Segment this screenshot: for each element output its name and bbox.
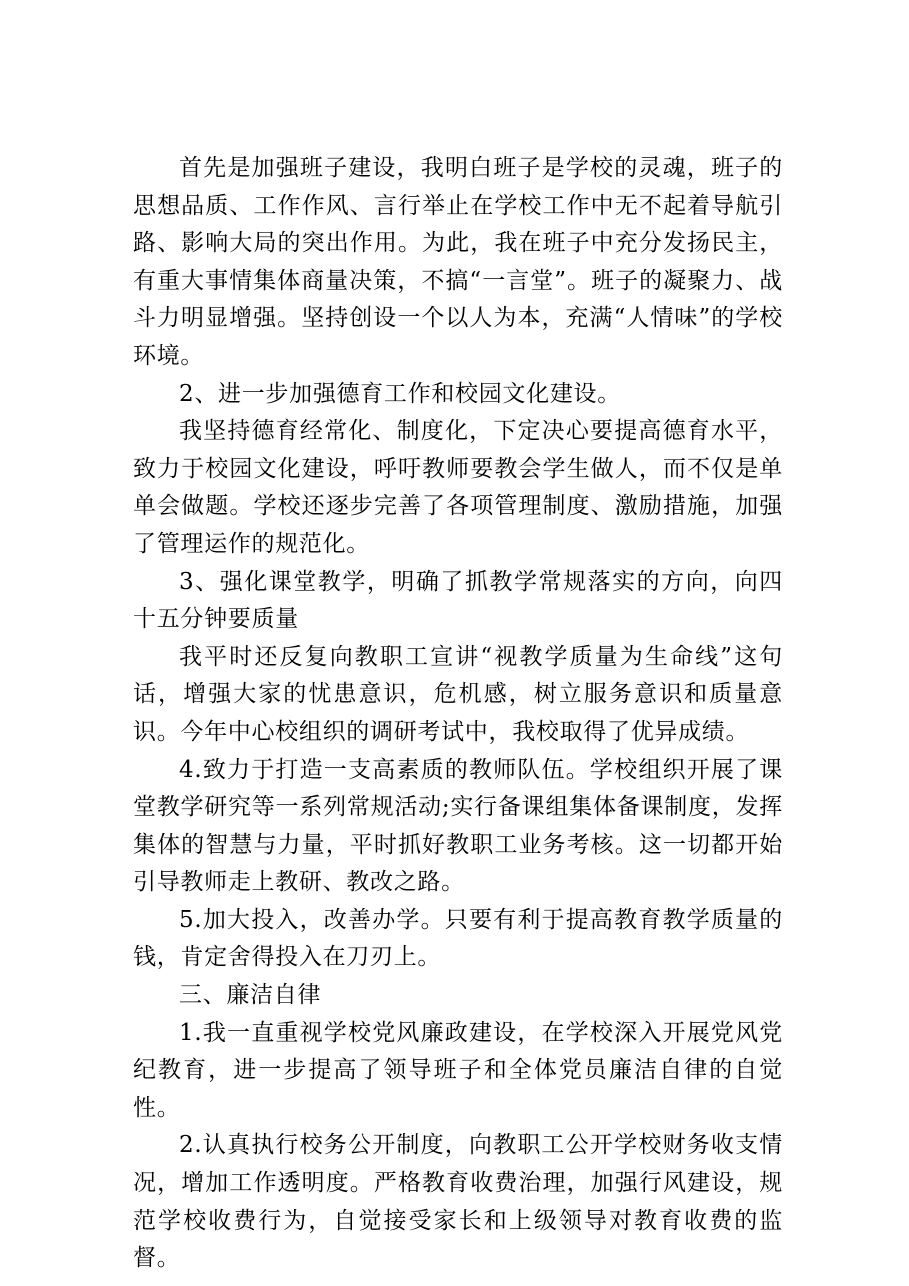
- document-body: [133, 150, 783, 1278]
- paragraph-party-conduct: 1.我一直重视学校党风廉政建设，在学校深入开展党风党纪教育，进一步提高了领导班子和全体党员廉洁自律的自觉性。: [133, 1019, 783, 1121]
- paragraph-leadership: 首先是加强班子建设，我明白班子是学校的灵魂，班子的思想品质、工作作风、言行举止在学校工作中无不起着导航引路、影响大局的突出作用。为此，我在班子中充分发扬民主，有重大事情集体商量决策，不搞“一言堂”。班子的凝聚力、战斗力明显增强。坚持创设一个以人为本，充满“人情味”的学校环境。: [133, 155, 783, 369]
- section-heading-integrity: 三、廉洁自律: [179, 982, 322, 1009]
- paragraph-transparency: 2.认真执行校务公开制度，向教职工公开学校财务收支情况，增加工作透明度。严格教育收费治理，加强行风建设，规范学校收费行为，自觉接受家长和上级领导对教育收费的监督。: [133, 1132, 783, 1272]
- paragraph-investment: 5.加大投入，改善办学。只要有利于提高教育教学质量的钱，肯定舍得投入在刀刃上。: [133, 906, 783, 971]
- paragraph-heading-moral-education: 2、进一步加强德育工作和校园文化建设。: [179, 380, 621, 407]
- paragraph-moral-education: 我坚持德育经常化、制度化，下定决心要提高德育水平，致力于校园文化建设，呼吁教师要教会学生做人，而不仅是单单会做题。学校还逐步完善了各项管理制度、激励措施，加强了管理运作的规范化。: [133, 418, 783, 557]
- paragraph-heading-classroom-teaching: 3、强化课堂教学，明确了抓教学常规落实的方向，向四十五分钟要质量: [133, 568, 783, 633]
- paragraph-teacher-team: 4.致力于打造一支高素质的教师队伍。学校组织开展了课堂教学研究等一系列常规活动;实行备课组集体备课制度，发挥集体的智慧与力量，平时抓好教职工业务考核。这一切都开始引导教师走上教研、教改之路。: [133, 756, 783, 896]
- paragraph-teaching-quality: 我平时还反复向教职工宣讲“视教学质量为生命线”这句话，增强大家的忧患意识，危机感，树立服务意识和质量意识。今年中心校组织的调研考试中，我校取得了优异成绩。: [133, 643, 783, 745]
